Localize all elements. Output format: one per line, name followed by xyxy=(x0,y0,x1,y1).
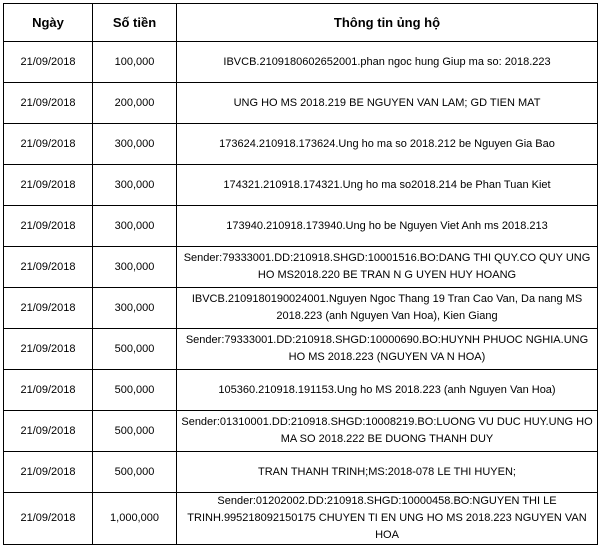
table-row xyxy=(4,83,598,124)
info-cell: 173624.210918.173624.Ung ho ma so 2018.212 be Nguyen Gia Bao xyxy=(177,124,598,165)
date-cell: 21/09/2018 xyxy=(4,206,93,247)
amount-cell: 300,000 xyxy=(93,206,177,247)
info-cell: TRAN THANH TRINH;MS:2018-078 LE THI HUYEN; xyxy=(177,452,598,493)
info-cell: 174321.210918.174321.Ung ho ma so2018.214 be Phan Tuan Kiet xyxy=(177,165,598,206)
date-cell: 21/09/2018 xyxy=(4,124,93,165)
info-cell: UNG HO MS 2018.219 BE NGUYEN VAN LAM; GD TIEN MAT xyxy=(177,83,598,124)
info-cell: 173940.210918.173940.Ung ho be Nguyen Viet Anh ms 2018.213 xyxy=(177,206,598,247)
table-row xyxy=(4,42,598,83)
table-row xyxy=(4,411,598,452)
amount-cell: 500,000 xyxy=(93,452,177,493)
table-row xyxy=(4,288,598,329)
info-cell: Sender:01310001.DD:210918.SHGD:10008219.BO:LUONG VU DUC HUY.UNG HO MA SO 2018.222 BE DUONG THANH DUY xyxy=(177,411,598,452)
amount-cell: 300,000 xyxy=(93,247,177,288)
header-date: Ngày xyxy=(4,4,93,42)
date-cell: 21/09/2018 xyxy=(4,42,93,83)
header-row xyxy=(4,4,598,42)
date-cell: 21/09/2018 xyxy=(4,83,93,124)
date-cell: 21/09/2018 xyxy=(4,165,93,206)
info-cell: 105360.210918.191153.Ung ho MS 2018.223 (anh Nguyen Van Hoa) xyxy=(177,370,598,411)
amount-cell: 100,000 xyxy=(93,42,177,83)
table-row xyxy=(4,206,598,247)
table-row xyxy=(4,247,598,288)
info-cell: Sender:01202002.DD:210918.SHGD:10000458.BO:NGUYEN THI LE TRINH.995218092150175 CHUYEN TI EN UNG HO MS 2018.223 NGUYEN VAN HOA xyxy=(177,493,598,545)
date-cell: 21/09/2018 xyxy=(4,411,93,452)
date-cell: 21/09/2018 xyxy=(4,329,93,370)
info-cell: IBVCB.2109180602652001.phan ngoc hung Giup ma so: 2018.223 xyxy=(177,42,598,83)
table-row xyxy=(4,370,598,411)
table-row xyxy=(4,452,598,493)
amount-cell: 500,000 xyxy=(93,370,177,411)
amount-cell: 300,000 xyxy=(93,124,177,165)
amount-cell: 300,000 xyxy=(93,288,177,329)
table-row xyxy=(4,493,598,545)
donation-table xyxy=(3,3,598,545)
table-row xyxy=(4,124,598,165)
date-cell: 21/09/2018 xyxy=(4,493,93,545)
table-row xyxy=(4,165,598,206)
amount-cell: 200,000 xyxy=(93,83,177,124)
amount-cell: 300,000 xyxy=(93,165,177,206)
info-cell: IBVCB.2109180190024001.Nguyen Ngoc Thang 19 Tran Cao Van, Da nang MS 2018.223 (anh Nguyen Van Hoa), Kien Giang xyxy=(177,288,598,329)
date-cell: 21/09/2018 xyxy=(4,452,93,493)
info-cell: Sender:79333001.DD:210918.SHGD:10000690.BO:HUYNH PHUOC NGHIA.UNG HO MS 2018.223 (NGUYEN VA N HOA) xyxy=(177,329,598,370)
header-info: Thông tin ủng hộ xyxy=(177,4,598,42)
amount-cell: 500,000 xyxy=(93,329,177,370)
date-cell: 21/09/2018 xyxy=(4,370,93,411)
date-cell: 21/09/2018 xyxy=(4,288,93,329)
header-amount: Số tiền xyxy=(93,4,177,42)
amount-cell: 1,000,000 xyxy=(93,493,177,545)
table-row xyxy=(4,329,598,370)
amount-cell: 500,000 xyxy=(93,411,177,452)
date-cell: 21/09/2018 xyxy=(4,247,93,288)
info-cell: Sender:79333001.DD:210918.SHGD:10001516.BO:DANG THI QUY.CO QUY UNG HO MS2018.220 BE TRAN N G UYEN HUY HOANG xyxy=(177,247,598,288)
